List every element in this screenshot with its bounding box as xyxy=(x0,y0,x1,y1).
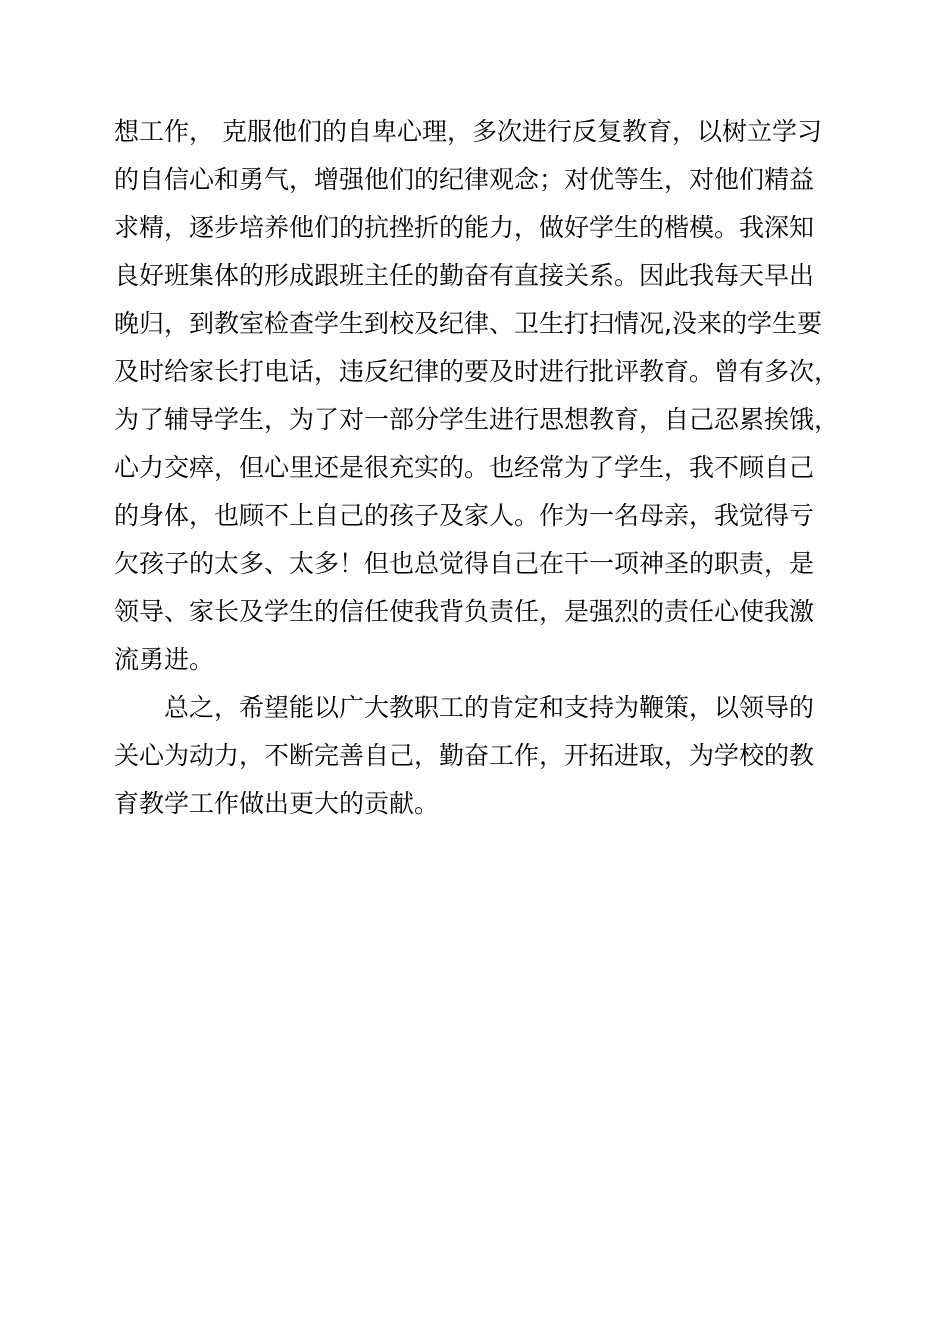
text-line: 晚归，到教室检查学生到校及纪律、卫生打扫情况,没来的学生要 xyxy=(114,309,822,338)
text-line: 育教学工作做出更大的贡献。 xyxy=(114,789,440,818)
text-line: 关心为动力，不断完善自己，勤奋工作，开拓进取，为学校的教 xyxy=(114,741,815,770)
text-line: 及时给家长打电话，违反纪律的要及时进行批评教育。曾有多次， xyxy=(114,357,840,386)
text-line: 领导、家长及学生的信任使我背负责任，是强烈的责任心使我激 xyxy=(114,597,815,626)
text-line: 的自信心和勇气，增强他们的纪律观念；对优等生，对他们精益 xyxy=(114,165,815,194)
paragraph-2 xyxy=(114,684,854,828)
text-line: 欠孩子的太多、太多！但也总觉得自己在干一项神圣的职责，是 xyxy=(114,549,815,578)
document-body xyxy=(114,108,854,828)
text-line: 求精，逐步培养他们的抗挫折的能力，做好学生的楷模。我深知 xyxy=(114,213,815,242)
text-line: 想工作， 克服他们的自卑心理，多次进行反复教育，以树立学习 xyxy=(114,117,822,146)
text-line: 的身体，也顾不上自己的孩子及家人。作为一名母亲，我觉得亏 xyxy=(114,501,815,530)
paragraph-1 xyxy=(114,108,854,684)
text-line: 良好班集体的形成跟班主任的勤奋有直接关系。因此我每天早出 xyxy=(114,261,815,290)
text-line: 流勇进。 xyxy=(114,645,215,674)
text-line: 总之，希望能以广大教职工的肯定和支持为鞭策，以领导的 xyxy=(164,693,815,722)
text-line: 心力交瘁，但心里还是很充实的。也经常为了学生，我不顾自己 xyxy=(114,453,815,482)
text-line: 为了辅导学生，为了对一部分学生进行思想教育，自己忍累挨饿， xyxy=(114,405,840,434)
